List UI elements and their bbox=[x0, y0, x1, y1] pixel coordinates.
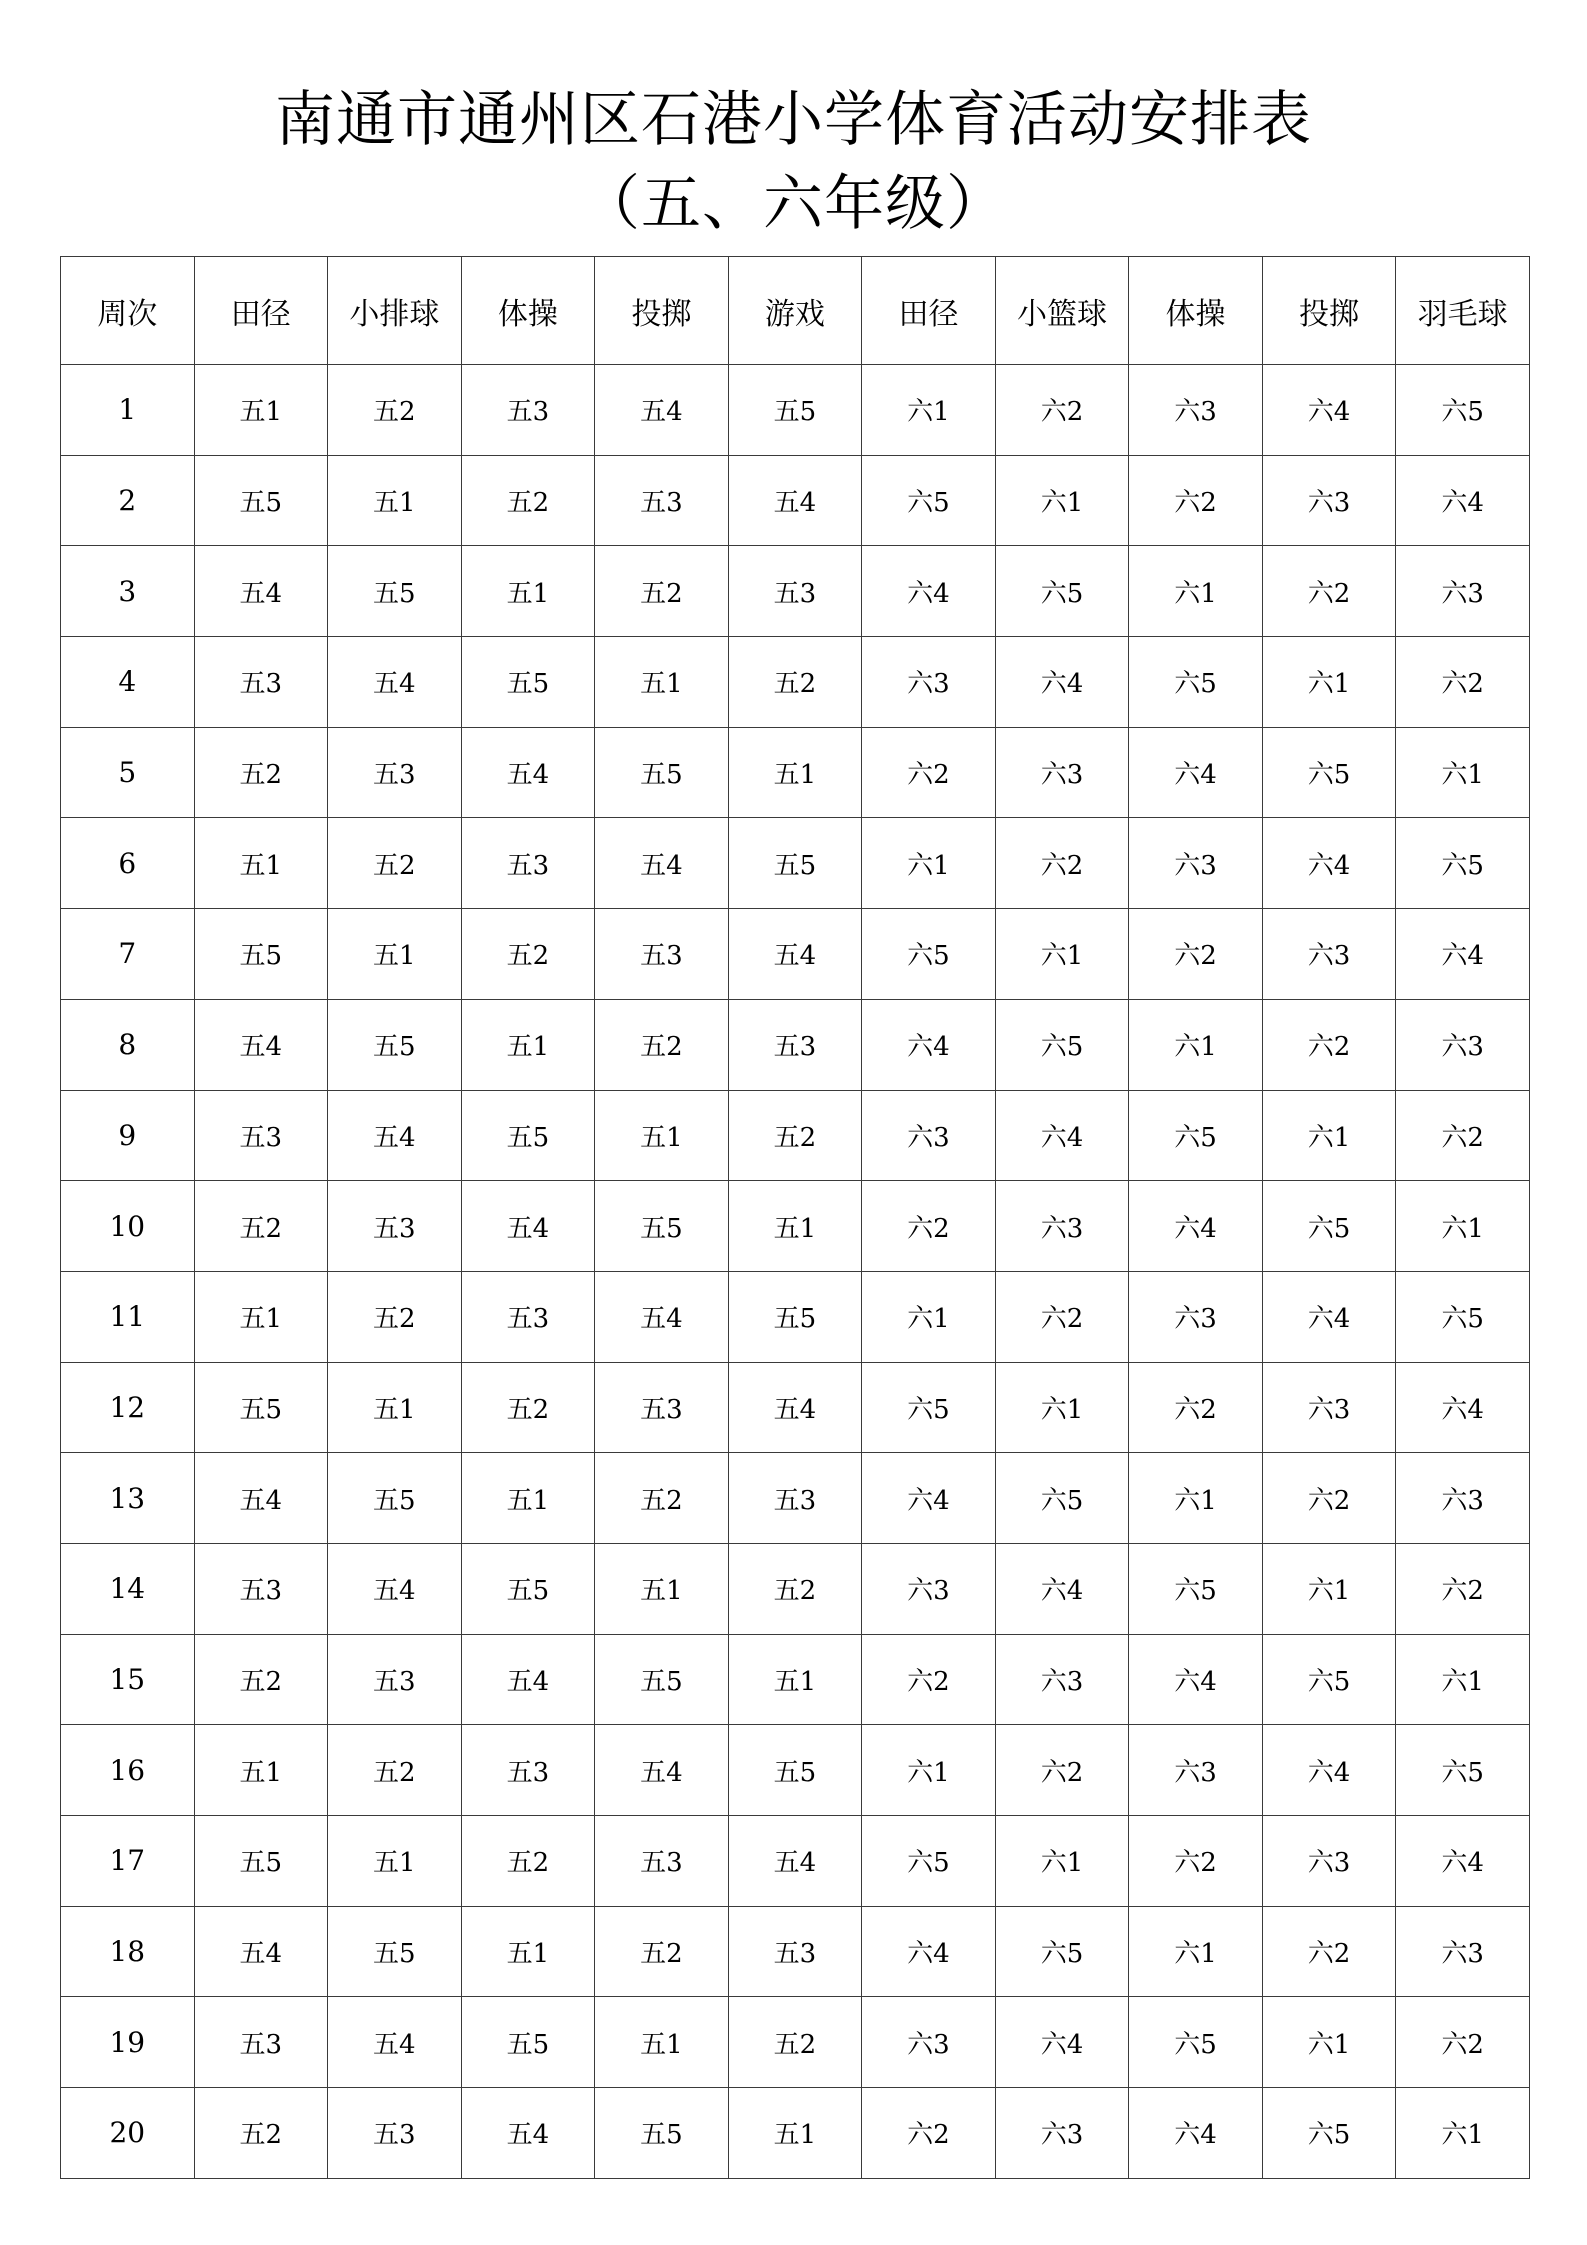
class-assignment-cell: 六4 bbox=[1262, 1271, 1396, 1362]
week-number-cell: 14 bbox=[61, 1543, 195, 1634]
class-assignment-cell: 六2 bbox=[1262, 546, 1396, 637]
class-assignment-cell: 五2 bbox=[595, 1906, 729, 1997]
class-assignment-cell: 六5 bbox=[995, 1453, 1129, 1544]
class-assignment-cell: 五1 bbox=[328, 909, 462, 1000]
class-assignment-cell: 五4 bbox=[328, 1090, 462, 1181]
table-row bbox=[61, 727, 1530, 818]
class-assignment-cell: 六4 bbox=[1129, 1181, 1263, 1272]
week-number-cell: 12 bbox=[61, 1362, 195, 1453]
column-header-activity: 小排球 bbox=[328, 257, 462, 365]
column-header-activity: 田径 bbox=[862, 257, 996, 365]
document-title: 南通市通州区石港小学体育活动安排表 bbox=[275, 85, 1312, 155]
table-row bbox=[61, 1906, 1530, 1997]
table-row bbox=[61, 818, 1530, 909]
class-assignment-cell: 五4 bbox=[461, 1634, 595, 1725]
class-assignment-cell: 五2 bbox=[461, 909, 595, 1000]
table-row bbox=[61, 1453, 1530, 1544]
class-assignment-cell: 五1 bbox=[194, 1725, 328, 1816]
class-assignment-cell: 五4 bbox=[595, 365, 729, 456]
class-assignment-cell: 五5 bbox=[595, 1634, 729, 1725]
class-assignment-cell: 六5 bbox=[995, 546, 1129, 637]
class-assignment-cell: 五2 bbox=[328, 1725, 462, 1816]
class-assignment-cell: 五5 bbox=[728, 365, 862, 456]
week-number-cell: 18 bbox=[61, 1906, 195, 1997]
class-assignment-cell: 六5 bbox=[1129, 1543, 1263, 1634]
class-assignment-cell: 五3 bbox=[728, 1906, 862, 1997]
class-assignment-cell: 六2 bbox=[1262, 999, 1396, 1090]
class-assignment-cell: 五1 bbox=[194, 1271, 328, 1362]
class-assignment-cell: 六5 bbox=[1262, 2088, 1396, 2179]
class-assignment-cell: 五1 bbox=[461, 546, 595, 637]
class-assignment-cell: 五1 bbox=[728, 1634, 862, 1725]
class-assignment-cell: 六4 bbox=[1129, 727, 1263, 818]
class-assignment-cell: 五3 bbox=[461, 365, 595, 456]
class-assignment-cell: 六4 bbox=[995, 1543, 1129, 1634]
week-number-cell: 16 bbox=[61, 1725, 195, 1816]
class-assignment-cell: 五5 bbox=[194, 1362, 328, 1453]
class-assignment-cell: 六3 bbox=[862, 1543, 996, 1634]
class-assignment-cell: 五2 bbox=[194, 1181, 328, 1272]
class-assignment-cell: 六5 bbox=[995, 999, 1129, 1090]
class-assignment-cell: 六1 bbox=[1396, 1634, 1530, 1725]
class-assignment-cell: 六5 bbox=[1396, 1271, 1530, 1362]
class-assignment-cell: 五1 bbox=[328, 1362, 462, 1453]
week-number-cell: 9 bbox=[61, 1090, 195, 1181]
class-assignment-cell: 六5 bbox=[995, 1906, 1129, 1997]
class-assignment-cell: 六3 bbox=[862, 1997, 996, 2088]
class-assignment-cell: 六2 bbox=[995, 1725, 1129, 1816]
class-assignment-cell: 五3 bbox=[461, 1271, 595, 1362]
class-assignment-cell: 六4 bbox=[1262, 1725, 1396, 1816]
class-assignment-cell: 六2 bbox=[995, 365, 1129, 456]
schedule-table-header bbox=[61, 257, 1530, 365]
class-assignment-cell: 五1 bbox=[595, 637, 729, 728]
class-assignment-cell: 六1 bbox=[995, 455, 1129, 546]
table-row bbox=[61, 1543, 1530, 1634]
class-assignment-cell: 五5 bbox=[461, 1997, 595, 2088]
class-assignment-cell: 六1 bbox=[862, 1725, 996, 1816]
class-assignment-cell: 六5 bbox=[1396, 365, 1530, 456]
class-assignment-cell: 六2 bbox=[1396, 637, 1530, 728]
class-assignment-cell: 五1 bbox=[194, 365, 328, 456]
class-assignment-cell: 六3 bbox=[1129, 818, 1263, 909]
class-assignment-cell: 六3 bbox=[995, 1181, 1129, 1272]
class-assignment-cell: 五5 bbox=[194, 455, 328, 546]
class-assignment-cell: 五3 bbox=[194, 1090, 328, 1181]
class-assignment-cell: 五2 bbox=[595, 546, 729, 637]
week-number-cell: 6 bbox=[61, 818, 195, 909]
class-assignment-cell: 六2 bbox=[862, 1634, 996, 1725]
class-assignment-cell: 五1 bbox=[328, 1816, 462, 1907]
class-assignment-cell: 六3 bbox=[995, 2088, 1129, 2179]
class-assignment-cell: 五4 bbox=[728, 455, 862, 546]
class-assignment-cell: 五2 bbox=[328, 1271, 462, 1362]
column-header-activity: 游戏 bbox=[728, 257, 862, 365]
week-number-cell: 5 bbox=[61, 727, 195, 818]
column-header-activity: 投掷 bbox=[595, 257, 729, 365]
class-assignment-cell: 六5 bbox=[1262, 1634, 1396, 1725]
table-row bbox=[61, 1725, 1530, 1816]
class-assignment-cell: 六5 bbox=[1129, 1997, 1263, 2088]
class-assignment-cell: 六3 bbox=[1262, 909, 1396, 1000]
class-assignment-cell: 五1 bbox=[328, 455, 462, 546]
class-assignment-cell: 六1 bbox=[862, 818, 996, 909]
table-row bbox=[61, 1181, 1530, 1272]
class-assignment-cell: 六1 bbox=[862, 1271, 996, 1362]
class-assignment-cell: 六3 bbox=[862, 1090, 996, 1181]
table-row bbox=[61, 546, 1530, 637]
class-assignment-cell: 五2 bbox=[194, 2088, 328, 2179]
class-assignment-cell: 六5 bbox=[1262, 1181, 1396, 1272]
schedule-table bbox=[60, 256, 1530, 2179]
table-row bbox=[61, 2088, 1530, 2179]
week-number-cell: 13 bbox=[61, 1453, 195, 1544]
class-assignment-cell: 六4 bbox=[1129, 2088, 1263, 2179]
table-row bbox=[61, 1362, 1530, 1453]
class-assignment-cell: 五5 bbox=[595, 1181, 729, 1272]
class-assignment-cell: 五5 bbox=[328, 999, 462, 1090]
class-assignment-cell: 六3 bbox=[995, 727, 1129, 818]
class-assignment-cell: 五3 bbox=[194, 1543, 328, 1634]
class-assignment-cell: 五1 bbox=[461, 999, 595, 1090]
class-assignment-cell: 五4 bbox=[728, 1816, 862, 1907]
class-assignment-cell: 六2 bbox=[862, 2088, 996, 2179]
table-row bbox=[61, 1634, 1530, 1725]
class-assignment-cell: 六4 bbox=[862, 1906, 996, 1997]
class-assignment-cell: 五3 bbox=[328, 1181, 462, 1272]
class-assignment-cell: 六2 bbox=[995, 818, 1129, 909]
class-assignment-cell: 六1 bbox=[1129, 546, 1263, 637]
week-number-cell: 2 bbox=[61, 455, 195, 546]
class-assignment-cell: 五1 bbox=[728, 1181, 862, 1272]
table-row bbox=[61, 455, 1530, 546]
class-assignment-cell: 五4 bbox=[595, 1271, 729, 1362]
table-row bbox=[61, 365, 1530, 456]
class-assignment-cell: 六1 bbox=[1262, 1997, 1396, 2088]
class-assignment-cell: 六3 bbox=[995, 1634, 1129, 1725]
class-assignment-cell: 六3 bbox=[1396, 1906, 1530, 1997]
class-assignment-cell: 五2 bbox=[461, 1362, 595, 1453]
class-assignment-cell: 六1 bbox=[1396, 2088, 1530, 2179]
week-number-cell: 8 bbox=[61, 999, 195, 1090]
class-assignment-cell: 五1 bbox=[595, 1997, 729, 2088]
class-assignment-cell: 五5 bbox=[328, 1453, 462, 1544]
class-assignment-cell: 五3 bbox=[595, 1362, 729, 1453]
class-assignment-cell: 五3 bbox=[328, 2088, 462, 2179]
class-assignment-cell: 六5 bbox=[862, 1362, 996, 1453]
class-assignment-cell: 五1 bbox=[461, 1906, 595, 1997]
class-assignment-cell: 六5 bbox=[862, 455, 996, 546]
class-assignment-cell: 六3 bbox=[1129, 1725, 1263, 1816]
class-assignment-cell: 五4 bbox=[461, 727, 595, 818]
class-assignment-cell: 五2 bbox=[194, 1634, 328, 1725]
class-assignment-cell: 五4 bbox=[194, 999, 328, 1090]
class-assignment-cell: 六2 bbox=[1396, 1997, 1530, 2088]
class-assignment-cell: 五5 bbox=[194, 1816, 328, 1907]
class-assignment-cell: 五4 bbox=[595, 1725, 729, 1816]
class-assignment-cell: 五2 bbox=[728, 637, 862, 728]
column-header-activity: 体操 bbox=[461, 257, 595, 365]
class-assignment-cell: 六3 bbox=[1129, 365, 1263, 456]
class-assignment-cell: 六3 bbox=[1396, 1453, 1530, 1544]
class-assignment-cell: 六4 bbox=[862, 999, 996, 1090]
week-number-cell: 10 bbox=[61, 1181, 195, 1272]
class-assignment-cell: 六1 bbox=[1129, 1453, 1263, 1544]
class-assignment-cell: 五2 bbox=[461, 1816, 595, 1907]
class-assignment-cell: 六5 bbox=[1396, 1725, 1530, 1816]
header-row bbox=[61, 257, 1530, 365]
class-assignment-cell: 六1 bbox=[1262, 1543, 1396, 1634]
class-assignment-cell: 六1 bbox=[995, 1362, 1129, 1453]
class-assignment-cell: 六3 bbox=[1396, 999, 1530, 1090]
class-assignment-cell: 六2 bbox=[1129, 909, 1263, 1000]
class-assignment-cell: 六5 bbox=[1396, 818, 1530, 909]
class-assignment-cell: 五2 bbox=[461, 455, 595, 546]
class-assignment-cell: 六4 bbox=[1129, 1634, 1263, 1725]
class-assignment-cell: 五4 bbox=[194, 1906, 328, 1997]
class-assignment-cell: 六5 bbox=[1129, 1090, 1263, 1181]
class-assignment-cell: 六2 bbox=[1129, 1362, 1263, 1453]
week-number-cell: 17 bbox=[61, 1816, 195, 1907]
class-assignment-cell: 六5 bbox=[862, 909, 996, 1000]
week-number-cell: 3 bbox=[61, 546, 195, 637]
column-header-activity: 小篮球 bbox=[995, 257, 1129, 365]
week-number-cell: 7 bbox=[61, 909, 195, 1000]
class-assignment-cell: 五4 bbox=[461, 1181, 595, 1272]
class-assignment-cell: 五4 bbox=[461, 2088, 595, 2179]
class-assignment-cell: 六3 bbox=[1396, 546, 1530, 637]
class-assignment-cell: 六2 bbox=[1396, 1543, 1530, 1634]
class-assignment-cell: 五5 bbox=[461, 637, 595, 728]
class-assignment-cell: 五5 bbox=[595, 727, 729, 818]
schedule-table-body bbox=[61, 365, 1530, 2179]
class-assignment-cell: 六3 bbox=[1129, 1271, 1263, 1362]
class-assignment-cell: 六3 bbox=[1262, 1362, 1396, 1453]
class-assignment-cell: 五3 bbox=[194, 1997, 328, 2088]
class-assignment-cell: 六1 bbox=[862, 365, 996, 456]
class-assignment-cell: 六2 bbox=[1396, 1090, 1530, 1181]
class-assignment-cell: 五1 bbox=[595, 1090, 729, 1181]
class-assignment-cell: 六5 bbox=[1262, 727, 1396, 818]
week-number-cell: 11 bbox=[61, 1271, 195, 1362]
week-number-cell: 4 bbox=[61, 637, 195, 728]
class-assignment-cell: 六1 bbox=[1262, 637, 1396, 728]
class-assignment-cell: 五5 bbox=[728, 1725, 862, 1816]
class-assignment-cell: 六3 bbox=[1262, 455, 1396, 546]
class-assignment-cell: 五5 bbox=[728, 818, 862, 909]
class-assignment-cell: 五5 bbox=[194, 909, 328, 1000]
class-assignment-cell: 五1 bbox=[595, 1543, 729, 1634]
class-assignment-cell: 五4 bbox=[328, 637, 462, 728]
class-assignment-cell: 六4 bbox=[1396, 909, 1530, 1000]
week-number-cell: 19 bbox=[61, 1997, 195, 2088]
class-assignment-cell: 六1 bbox=[1129, 999, 1263, 1090]
week-number-cell: 15 bbox=[61, 1634, 195, 1725]
column-header-activity: 投掷 bbox=[1262, 257, 1396, 365]
class-assignment-cell: 五3 bbox=[728, 546, 862, 637]
class-assignment-cell: 六3 bbox=[862, 637, 996, 728]
class-assignment-cell: 五3 bbox=[194, 637, 328, 728]
class-assignment-cell: 五2 bbox=[328, 818, 462, 909]
class-assignment-cell: 五3 bbox=[328, 727, 462, 818]
class-assignment-cell: 五5 bbox=[461, 1090, 595, 1181]
class-assignment-cell: 五4 bbox=[595, 818, 729, 909]
class-assignment-cell: 五4 bbox=[194, 1453, 328, 1544]
class-assignment-cell: 五1 bbox=[728, 2088, 862, 2179]
class-assignment-cell: 五1 bbox=[461, 1453, 595, 1544]
class-assignment-cell: 五3 bbox=[461, 818, 595, 909]
class-assignment-cell: 五2 bbox=[728, 1543, 862, 1634]
class-assignment-cell: 六2 bbox=[995, 1271, 1129, 1362]
class-assignment-cell: 五3 bbox=[595, 455, 729, 546]
class-assignment-cell: 六4 bbox=[995, 1997, 1129, 2088]
table-row bbox=[61, 1090, 1530, 1181]
class-assignment-cell: 六1 bbox=[1129, 1906, 1263, 1997]
class-assignment-cell: 五3 bbox=[728, 1453, 862, 1544]
class-assignment-cell: 六2 bbox=[862, 1181, 996, 1272]
class-assignment-cell: 六4 bbox=[1262, 818, 1396, 909]
class-assignment-cell: 五5 bbox=[595, 2088, 729, 2179]
class-assignment-cell: 五4 bbox=[328, 1997, 462, 2088]
week-number-cell: 20 bbox=[61, 2088, 195, 2179]
class-assignment-cell: 六2 bbox=[1262, 1453, 1396, 1544]
table-row bbox=[61, 1816, 1530, 1907]
class-assignment-cell: 六1 bbox=[1262, 1090, 1396, 1181]
class-assignment-cell: 六2 bbox=[1129, 1816, 1263, 1907]
class-assignment-cell: 五3 bbox=[595, 1816, 729, 1907]
week-number-cell: 1 bbox=[61, 365, 195, 456]
class-assignment-cell: 六5 bbox=[862, 1816, 996, 1907]
class-assignment-cell: 六5 bbox=[1129, 637, 1263, 728]
class-assignment-cell: 六4 bbox=[1396, 1362, 1530, 1453]
class-assignment-cell: 五3 bbox=[728, 999, 862, 1090]
class-assignment-cell: 六4 bbox=[1262, 365, 1396, 456]
class-assignment-cell: 五2 bbox=[595, 999, 729, 1090]
class-assignment-cell: 五5 bbox=[461, 1543, 595, 1634]
class-assignment-cell: 六4 bbox=[995, 1090, 1129, 1181]
class-assignment-cell: 五3 bbox=[595, 909, 729, 1000]
class-assignment-cell: 六4 bbox=[995, 637, 1129, 728]
class-assignment-cell: 五2 bbox=[728, 1997, 862, 2088]
class-assignment-cell: 六2 bbox=[1129, 455, 1263, 546]
class-assignment-cell: 五3 bbox=[461, 1725, 595, 1816]
class-assignment-cell: 五2 bbox=[328, 365, 462, 456]
class-assignment-cell: 五5 bbox=[328, 1906, 462, 1997]
column-header-activity: 羽毛球 bbox=[1396, 257, 1530, 365]
class-assignment-cell: 六1 bbox=[1396, 727, 1530, 818]
class-assignment-cell: 六4 bbox=[1396, 1816, 1530, 1907]
class-assignment-cell: 六2 bbox=[862, 727, 996, 818]
class-assignment-cell: 六4 bbox=[1396, 455, 1530, 546]
class-assignment-cell: 六1 bbox=[995, 909, 1129, 1000]
column-header-activity: 田径 bbox=[194, 257, 328, 365]
table-row bbox=[61, 637, 1530, 728]
class-assignment-cell: 五4 bbox=[728, 1362, 862, 1453]
class-assignment-cell: 五5 bbox=[328, 546, 462, 637]
class-assignment-cell: 六2 bbox=[1262, 1906, 1396, 1997]
class-assignment-cell: 五2 bbox=[728, 1090, 862, 1181]
class-assignment-cell: 五1 bbox=[194, 818, 328, 909]
document-subtitle: （五、六年级） bbox=[580, 169, 1007, 239]
class-assignment-cell: 六4 bbox=[862, 1453, 996, 1544]
class-assignment-cell: 五4 bbox=[194, 546, 328, 637]
class-assignment-cell: 五3 bbox=[328, 1634, 462, 1725]
class-assignment-cell: 六4 bbox=[862, 546, 996, 637]
class-assignment-cell: 五1 bbox=[728, 727, 862, 818]
class-assignment-cell: 五2 bbox=[194, 727, 328, 818]
class-assignment-cell: 六1 bbox=[995, 1816, 1129, 1907]
column-header-week: 周次 bbox=[61, 257, 195, 365]
table-row bbox=[61, 1997, 1530, 2088]
class-assignment-cell: 五2 bbox=[595, 1453, 729, 1544]
class-assignment-cell: 六3 bbox=[1262, 1816, 1396, 1907]
class-assignment-cell: 五4 bbox=[728, 909, 862, 1000]
table-row bbox=[61, 909, 1530, 1000]
class-assignment-cell: 六1 bbox=[1396, 1181, 1530, 1272]
table-row bbox=[61, 999, 1530, 1090]
table-row bbox=[61, 1271, 1530, 1362]
class-assignment-cell: 五4 bbox=[328, 1543, 462, 1634]
column-header-activity: 体操 bbox=[1129, 257, 1263, 365]
class-assignment-cell: 五5 bbox=[728, 1271, 862, 1362]
